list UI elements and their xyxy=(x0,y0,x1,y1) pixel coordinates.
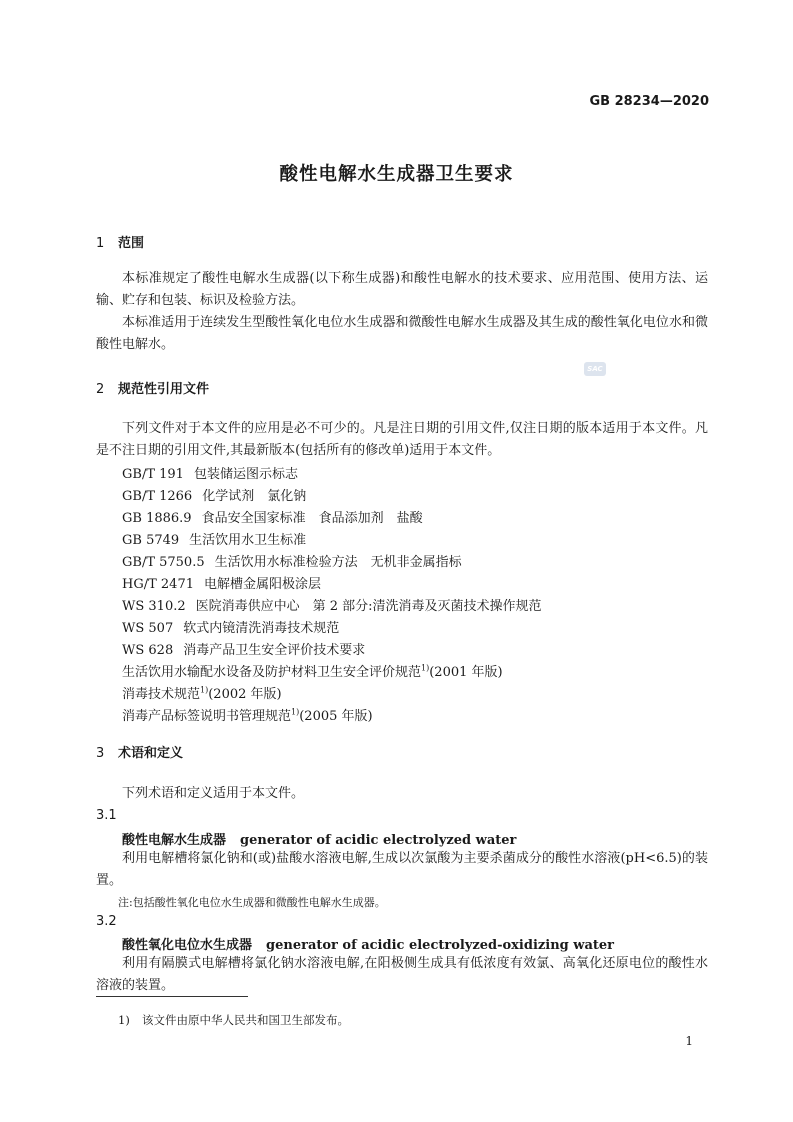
reference-code: WS 310.2 xyxy=(122,599,186,614)
reference-code: WS 628 xyxy=(122,643,174,658)
term-note: 注:包括酸性氧化电位水生成器和微酸性电解水生成器。 xyxy=(118,896,386,909)
term-heading xyxy=(122,829,516,848)
section-1-paragraph-2: 本标准适用于连续发生型酸性氧化电位水生成器和微酸性电解水生成器及其生成的酸性氧化电位水和微酸性电解水。 xyxy=(96,315,708,352)
footnote-divider xyxy=(96,996,248,997)
term-english: generator of acidic electrolyzed water xyxy=(240,833,517,848)
reference-title: 消毒产品标签说明书管理规范 xyxy=(122,709,292,724)
footnote-marker: 1) xyxy=(200,685,209,695)
term-definition: 利用电解槽将氯化钠和(或)盐酸水溶液电解,生成以次氯酸为主要杀菌成分的酸性水溶液(pH<6.5)的装置。 xyxy=(96,851,708,888)
section-1-heading xyxy=(96,232,144,251)
standard-code: GB 28234—2020 xyxy=(589,94,709,109)
reference-item xyxy=(122,485,306,504)
reference-title: 化学试剂 氯化钠 xyxy=(202,489,307,504)
section-title: 术语和定义 xyxy=(118,746,184,761)
reference-item xyxy=(122,661,503,680)
section-3-heading xyxy=(96,742,183,761)
reference-code: GB 5749 xyxy=(122,533,180,548)
footnote-marker: 1) xyxy=(421,663,430,673)
reference-title: 食品安全国家标准 食品添加剂 盐酸 xyxy=(201,511,423,526)
term-number: 3.2 xyxy=(96,914,117,929)
reference-item xyxy=(122,573,321,592)
reference-title: 医院消毒供应中心 第 2 部分:清洗消毒及灭菌技术操作规范 xyxy=(195,599,542,614)
reference-item xyxy=(122,507,423,526)
footnote-text: 该文件由原中华人民共和国卫生部发布。 xyxy=(142,1013,349,1027)
document-title: 酸性电解水生成器卫生要求 xyxy=(279,164,514,185)
reference-year: (2002 年版) xyxy=(208,687,282,702)
section-title: 规范性引用文件 xyxy=(118,382,210,397)
reference-item xyxy=(122,529,306,548)
section-2-intro: 下列文件对于本文件的应用是必不可少的。凡是注日期的引用文件,仅注日期的版本适用于本文件。凡是不注日期的引用文件,其最新版本(包括所有的修改单)适用于本文件。 xyxy=(96,421,708,458)
term-definition: 利用有隔膜式电解槽将氯化钠水溶液电解,在阳极侧生成具有低浓度有效氯、高氧化还原电位的酸性水溶液的装置。 xyxy=(96,956,708,993)
footnote-marker: 1) xyxy=(291,707,300,717)
term-number: 3.1 xyxy=(96,808,117,823)
reference-title: 消毒技术规范 xyxy=(122,687,201,702)
section-title: 范围 xyxy=(118,236,145,251)
reference-code: WS 507 xyxy=(122,621,174,636)
reference-title: 电解槽金属阳极涂层 xyxy=(204,577,322,592)
reference-item xyxy=(122,683,282,702)
reference-item xyxy=(122,463,298,482)
reference-title: 消毒产品卫生安全评价技术要求 xyxy=(183,643,366,658)
term-chinese: 酸性氧化电位水生成器 xyxy=(122,938,253,953)
reference-item xyxy=(122,705,373,724)
section-number: 3 xyxy=(96,746,105,761)
footnote-mark: 1) xyxy=(118,1013,130,1027)
reference-year: (2005 年版) xyxy=(299,709,373,724)
section-1-paragraph-1: 本标准规定了酸性电解水生成器(以下称生成器)和酸性电解水的技术要求、应用范围、使用方法、运输、贮存和包装、标识及检验方法。 xyxy=(96,271,708,308)
reference-item xyxy=(122,639,365,658)
page-number: 1 xyxy=(685,1034,693,1048)
section-3-intro: 下列术语和定义适用于本文件。 xyxy=(122,786,305,801)
sac-watermark: SAC xyxy=(584,362,606,376)
reference-item xyxy=(122,595,542,614)
term-english: generator of acidic electrolyzed-oxidizing water xyxy=(266,938,615,953)
footnote xyxy=(118,1012,349,1028)
reference-title: 包装储运图示标志 xyxy=(193,467,298,482)
reference-item xyxy=(122,551,462,570)
reference-code: GB/T 5750.5 xyxy=(122,555,205,570)
reference-code: GB/T 191 xyxy=(122,467,184,482)
reference-item xyxy=(122,617,339,636)
reference-title: 生活饮用水输配水设备及防护材料卫生安全评价规范 xyxy=(122,665,422,680)
term-chinese: 酸性电解水生成器 xyxy=(122,833,227,848)
reference-code: GB 1886.9 xyxy=(122,511,192,526)
section-2-heading xyxy=(96,378,209,397)
reference-code: HG/T 2471 xyxy=(122,577,194,592)
reference-code: GB/T 1266 xyxy=(122,489,193,504)
reference-title: 生活饮用水标准检验方法 无机非金属指标 xyxy=(214,555,462,570)
reference-year: (2001 年版) xyxy=(429,665,503,680)
section-number: 1 xyxy=(96,236,105,251)
section-number: 2 xyxy=(96,382,105,397)
reference-title: 软式内镜清洗消毒技术规范 xyxy=(183,621,340,636)
term-heading xyxy=(122,934,614,953)
reference-title: 生活饮用水卫生标准 xyxy=(189,533,307,548)
